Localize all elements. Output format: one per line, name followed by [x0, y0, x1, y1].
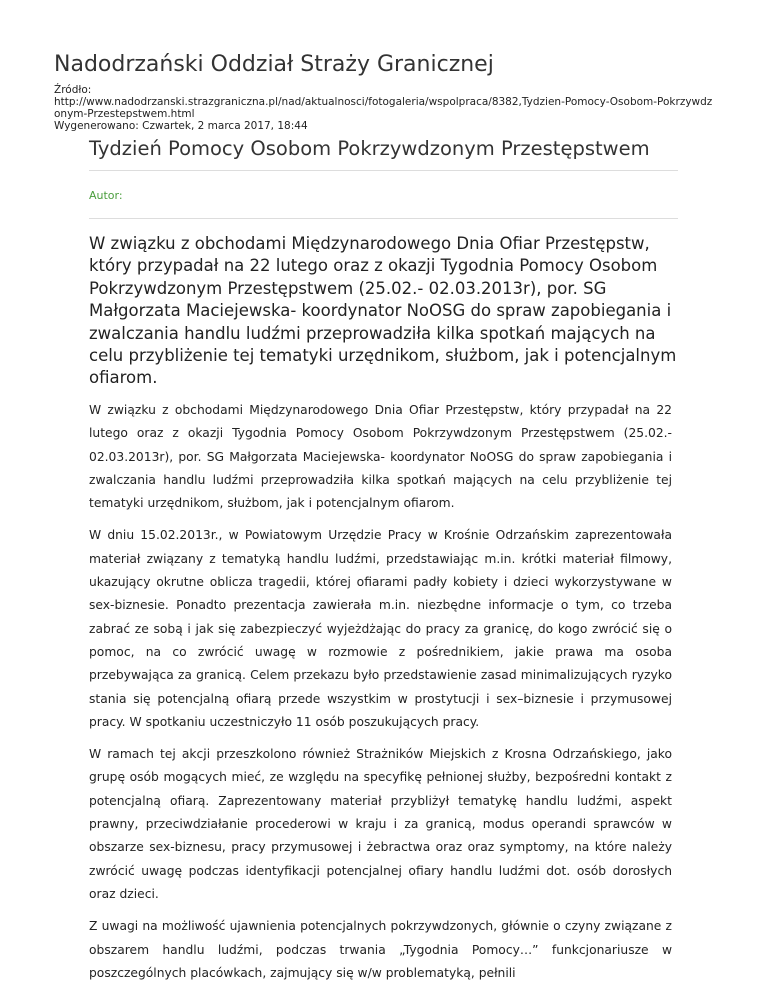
body-paragraph: W dniu 15.02.2013r., w Powiatowym Urzędzie Pracy w Krośnie Odrzańskim zaprezentowała materiał związany z tematyką handlu ludźmi, przedstawiając m.in. krótki materiał filmowy, ukazujący okrutne oblicza tragedii, której ofiarami padły kobiety i dzieci wykorzystywane w sex-biznesie. Ponadto prezentacja zawierała m.in. niezbędne informacje o tym, co trzeba zabrać ze sobą i jak się zabezpieczyć wyjeżdżając do pracy za granicę, do kogo zwrócić się o pomoc, na co zwrócić uwagę w rozmowie z pośrednikiem, jakie prawa ma osoba przebywająca za granicą. Celem przekazu było przedstawienie zasad minimalizujących ryzyko stania się potencjalną ofiarą przede wszystkim w prostytucji i sex–biznesie i przymusowej pracy. W spotkaniu uczestniczyło 11 osób poszukujących pracy. [89, 528, 672, 729]
body-paragraph: Z uwagi na możliwość ujawnienia potencjalnych pokrzywdzonych, głównie o czyny związane z obszarem handlu ludźmi, podczas trwania „Tygodnia Pomocy…” funkcjonariusze w poszczególnych placówkach, zajmujący się w/w problematyką, pełnili [89, 919, 672, 980]
source-label: Źródło: [54, 84, 92, 96]
divider [89, 218, 678, 219]
article-body [89, 399, 672, 994]
divider [89, 170, 678, 171]
source-url[interactable]: http://www.nadodrzanski.strazgraniczna.pl/nad/aktualnosci/fotogaleria/wspolpraca/8382,Tydzien-Pomocy-Osobom-Pokrzywdzonym-Przestepstwem.html [54, 96, 713, 120]
author-label: Autor: [89, 189, 123, 202]
generated-date: Wygenerowano: Czwartek, 2 marca 2017, 18:44 [54, 120, 308, 132]
site-title: Nadodrzański Oddział Straży Granicznej [54, 52, 494, 77]
article-title: Tydzień Pomocy Osobom Pokrzywdzonym Przestępstwem [89, 137, 650, 160]
body-paragraph: W ramach tej akcji przeszkolono również Strażników Miejskich z Krosna Odrzańskiego, jako grupę osób mogących mieć, ze względu na specyfikę pełnionej służby, bezpośredni kontakt z potencjalną ofiarą. Zaprezentowany materiał przybliżył tematykę handlu ludźmi, aspekt prawny, przeciwdziałanie procederowi w kraju i za granicą, modus operandi sprawców w obszarze sex-biznesu, pracy przymusowej i żebractwa oraz oraz symptomy, na które należy zwrócić uwagę podczas identyfikacji potencjalnej ofiary handlu ludźmi dot. osób dorosłych oraz dzieci. [89, 747, 672, 901]
source-meta [54, 84, 714, 132]
article-lead: W związku z obchodami Międzynarodowego Dnia Ofiar Przestępstw, który przypadał na 22 lutego oraz z okazji Tygodnia Pomocy Osobom Pokrzywdzonym Przestępstwem (25.02.- 02.03.2013r), por. SG Małgorzata Maciejewska- koordynator NoOSG do spraw zapobiegania i zwalczania handlu ludźmi przeprowadziła kilka spotkań mających na celu przybliżenie tej tematyki urzędnikom, służbom, jak i potencjalnym ofiarom. [89, 234, 677, 388]
body-paragraph: W związku z obchodami Międzynarodowego Dnia Ofiar Przestępstw, który przypadał na 22 lutego oraz z okazji Tygodnia Pomocy Osobom Pokrzywdzonym Przestępstwem (25.02.- 02.03.2013r), por. SG Małgorzata Maciejewska- koordynator NoOSG do spraw zapobiegania i zwalczania handlu ludźmi przeprowadziła kilka spotkań mających na celu przybliżenie tej tematyki urzędnikom, służbom, jak i potencjalnym ofiarom. [89, 403, 672, 511]
